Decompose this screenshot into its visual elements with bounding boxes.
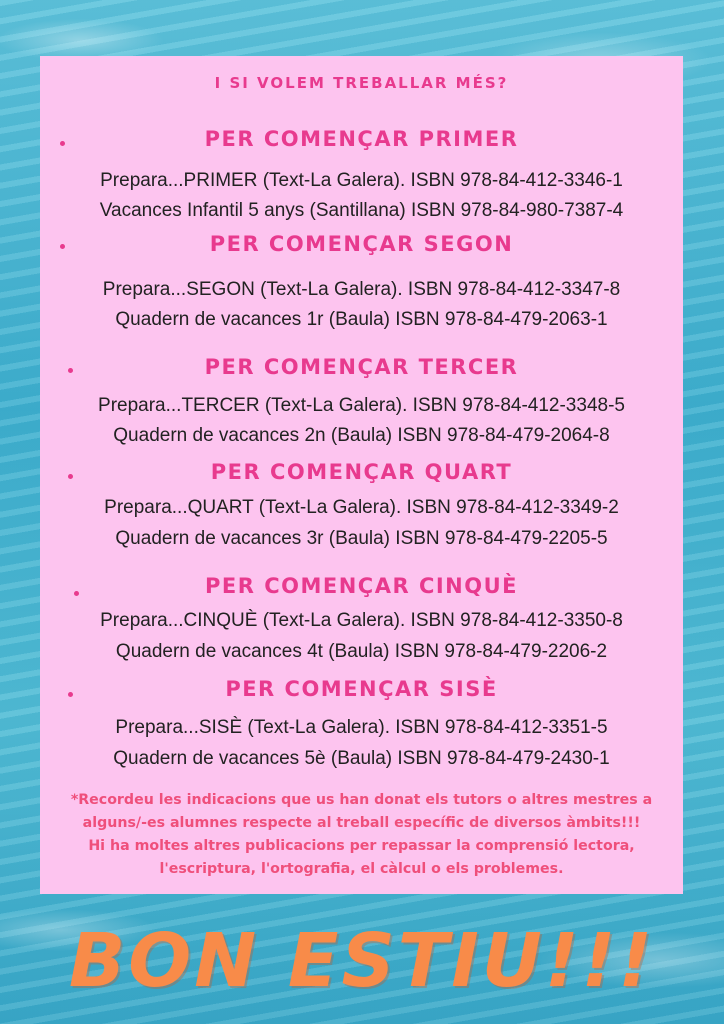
book-line: Prepara...SEGON (Text-La Galera). ISBN 978-84-412-3347-8 (102, 279, 621, 300)
reminder-note (40, 789, 683, 881)
book-line: Prepara...CINQUÈ (Text-La Galera). ISBN 978-84-412-3350-8 (100, 610, 623, 631)
note-line: *Recordeu les indicacions que us han donat els tutors o altres mestres a (70, 792, 653, 808)
book-line: Quadern de vacances 2n (Baula) ISBN 978-84-479-2064-8 (113, 425, 610, 446)
book-line: Prepara...QUART (Text-La Galera). ISBN 978-84-412-3349-2 (104, 497, 619, 518)
section-title-tercer: PER COMENÇAR TERCER (204, 355, 519, 379)
section-title-cinque: PER COMENÇAR CINQUÈ (205, 574, 518, 598)
book-line: Quadern de vacances 1r (Baula) ISBN 978-84-479-2063-1 (115, 309, 608, 330)
book-line: Prepara...SISÈ (Text-La Galera). ISBN 978-84-412-3351-5 (115, 717, 608, 738)
book-line: Quadern de vacances 5è (Baula) ISBN 978-84-479-2430-1 (113, 748, 610, 769)
book-line: Quadern de vacances 4t (Baula) ISBN 978-84-479-2206-2 (115, 641, 608, 662)
section-title-sise: PER COMENÇAR SISÈ (225, 677, 498, 701)
section-title-primer: PER COMENÇAR PRIMER (204, 127, 519, 151)
content-panel (40, 56, 683, 894)
note-line: alguns/-es alumnes respecte al treball específic de diversos àmbits!!! (82, 815, 641, 831)
page-heading: I SI VOLEM TREBALLAR MÉS? (214, 74, 509, 92)
book-line: Prepara...PRIMER (Text-La Galera). ISBN 978-84-412-3346-1 (100, 170, 623, 191)
note-line: l'escriptura, l'ortografia, el càlcul o els problemes. (159, 861, 564, 877)
note-line: Hi ha moltes altres publicacions per repassar la comprensió lectora, (88, 838, 635, 854)
book-line: Prepara...TERCER (Text-La Galera). ISBN 978-84-412-3348-5 (98, 395, 625, 416)
footer-greeting: BON ESTIU!!! (68, 918, 656, 1004)
section-title-segon: PER COMENÇAR SEGON (209, 232, 514, 256)
book-line: Quadern de vacances 3r (Baula) ISBN 978-84-479-2205-5 (115, 528, 608, 549)
book-line: Vacances Infantil 5 anys (Santillana) ISBN 978-84-980-7387-4 (99, 200, 624, 221)
section-title-quart: PER COMENÇAR QUART (210, 460, 513, 484)
